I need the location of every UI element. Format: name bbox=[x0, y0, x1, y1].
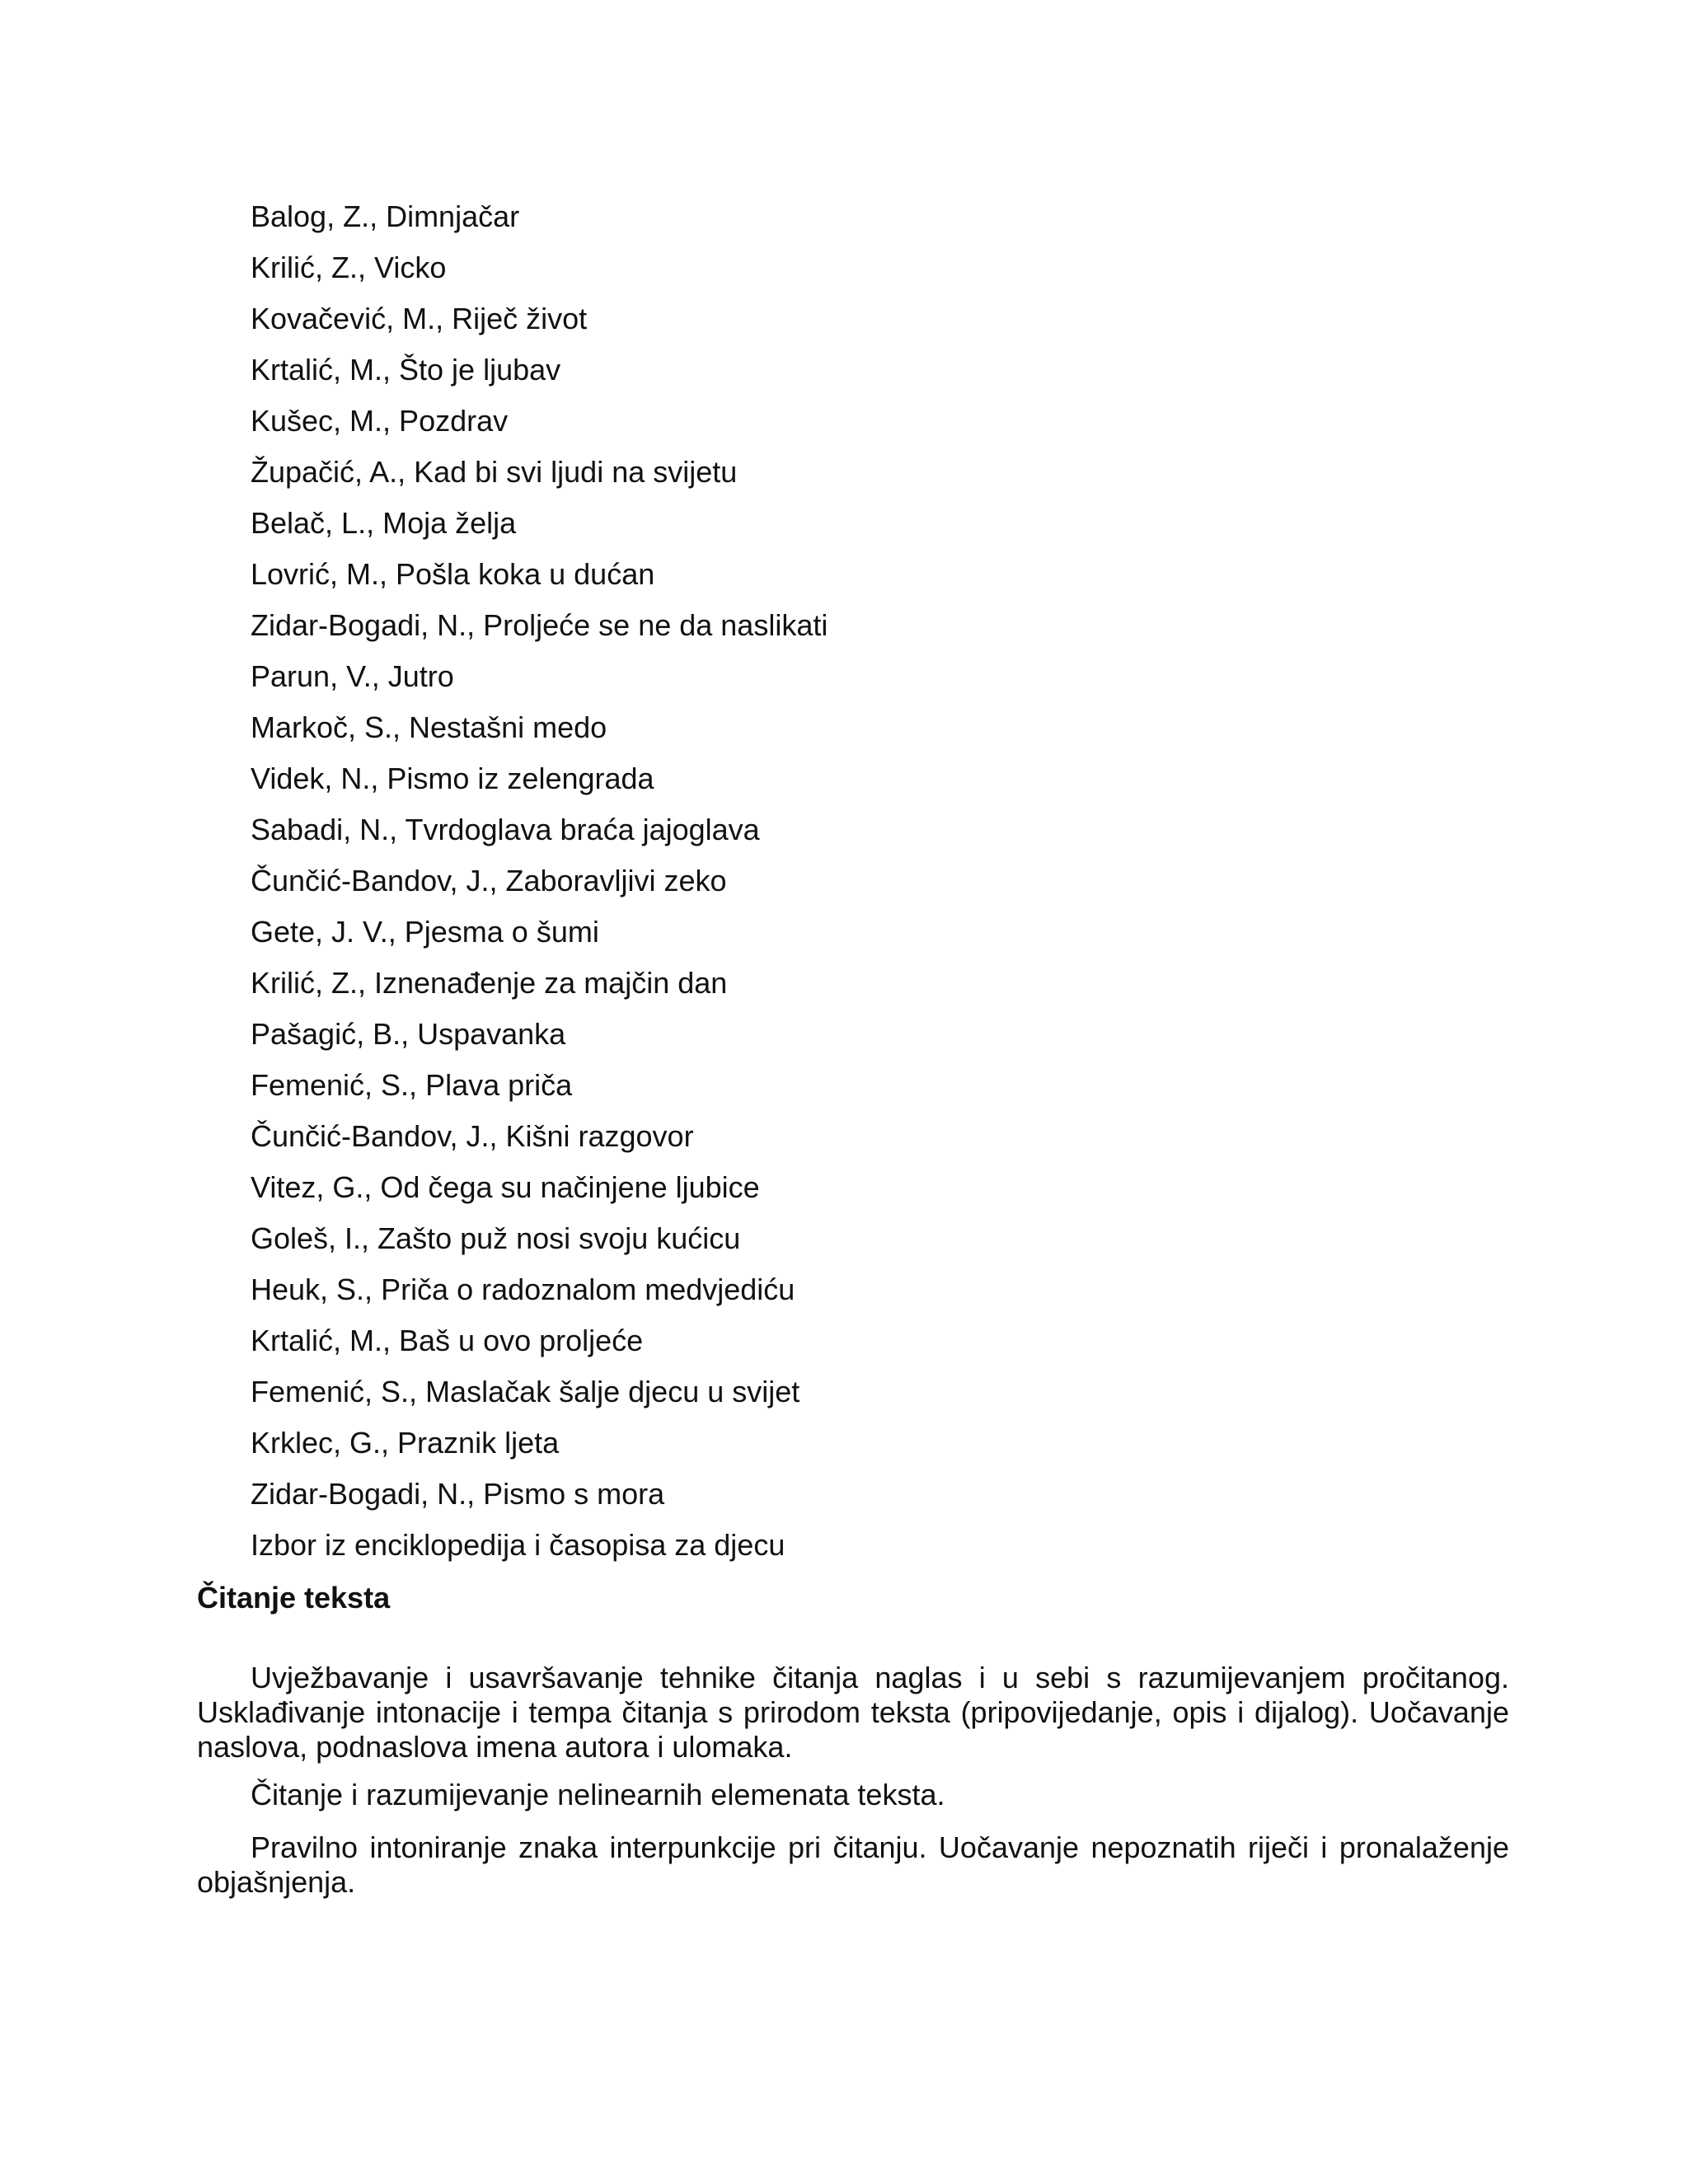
list-item: Pašagić, B., Uspavanka bbox=[251, 1017, 566, 1051]
list-item: Krilić, Z., Vicko bbox=[251, 251, 447, 284]
list-item: Čunčić-Bandov, J., Zaboravljivi zeko bbox=[251, 864, 727, 898]
list-item: Videk, N., Pismo iz zelengrada bbox=[251, 762, 654, 795]
list-item: Krilić, Z., Iznenađenje za majčin dan bbox=[251, 966, 728, 1000]
list-item: Kovačević, M., Riječ život bbox=[251, 302, 588, 335]
list-item: Belač, L., Moja želja bbox=[251, 506, 517, 540]
list-item: Parun, V., Jutro bbox=[251, 659, 454, 693]
list-item: Kušec, M., Pozdrav bbox=[251, 404, 509, 438]
list-item: Zidar-Bogadi, N., Pismo s mora bbox=[251, 1477, 665, 1511]
list-item: Župačić, A., Kad bi svi ljudi na svijetu bbox=[251, 455, 738, 489]
list-item: Vitez, G., Od čega su načinjene ljubice bbox=[251, 1170, 760, 1204]
list-item: Balog, Z., Dimnjačar bbox=[251, 199, 520, 233]
list-item: Goleš, I., Zašto puž nosi svoju kućicu bbox=[251, 1221, 741, 1255]
list-item: Lovrić, M., Pošla koka u dućan bbox=[251, 557, 655, 591]
reading-list bbox=[251, 191, 828, 1571]
list-item: Markoč, S., Nestašni medo bbox=[251, 710, 607, 744]
list-item: Sabadi, N., Tvrdoglava braća jajoglava bbox=[251, 813, 760, 846]
list-item: Gete, J. V., Pjesma o šumi bbox=[251, 915, 599, 949]
body-paragraph: Čitanje i razumijevanje nelinearnih elemenata teksta. bbox=[251, 1778, 945, 1811]
list-item: Femenić, S., Plava priča bbox=[251, 1068, 573, 1102]
list-item: Heuk, S., Priča o radoznalom medvjediću bbox=[251, 1272, 795, 1306]
list-item: Krtalić, M., Što je ljubav bbox=[251, 353, 561, 387]
list-item: Krtalić, M., Baš u ovo proljeće bbox=[251, 1324, 644, 1357]
section-heading: Čitanje teksta bbox=[197, 1581, 391, 1615]
body-paragraph: Uvježbavanje i usavršavanje tehnike čitanja naglas i u sebi s razumijevanjem pročitanog. Usklađivanje intonacije i tempa čitanja s prirodom teksta (pripovijedanje, opis i dijalog). Uočavanje naslova, podnaslova imena autora i ulomaka. bbox=[197, 1661, 1509, 1764]
list-item: Čunčić-Bandov, J., Kišni razgovor bbox=[251, 1119, 694, 1153]
list-item: Krklec, G., Praznik ljeta bbox=[251, 1426, 560, 1460]
body-paragraph: Pravilno intoniranje znaka interpunkcije pri čitanju. Uočavanje nepoznatih riječi i pronalaženje objašnjenja. bbox=[197, 1830, 1509, 1899]
list-item: Izbor iz enciklopedija i časopisa za djecu bbox=[251, 1528, 785, 1562]
list-item: Zidar-Bogadi, N., Proljeće se ne da naslikati bbox=[251, 608, 828, 642]
list-item: Femenić, S., Maslačak šalje djecu u svijet bbox=[251, 1375, 800, 1408]
